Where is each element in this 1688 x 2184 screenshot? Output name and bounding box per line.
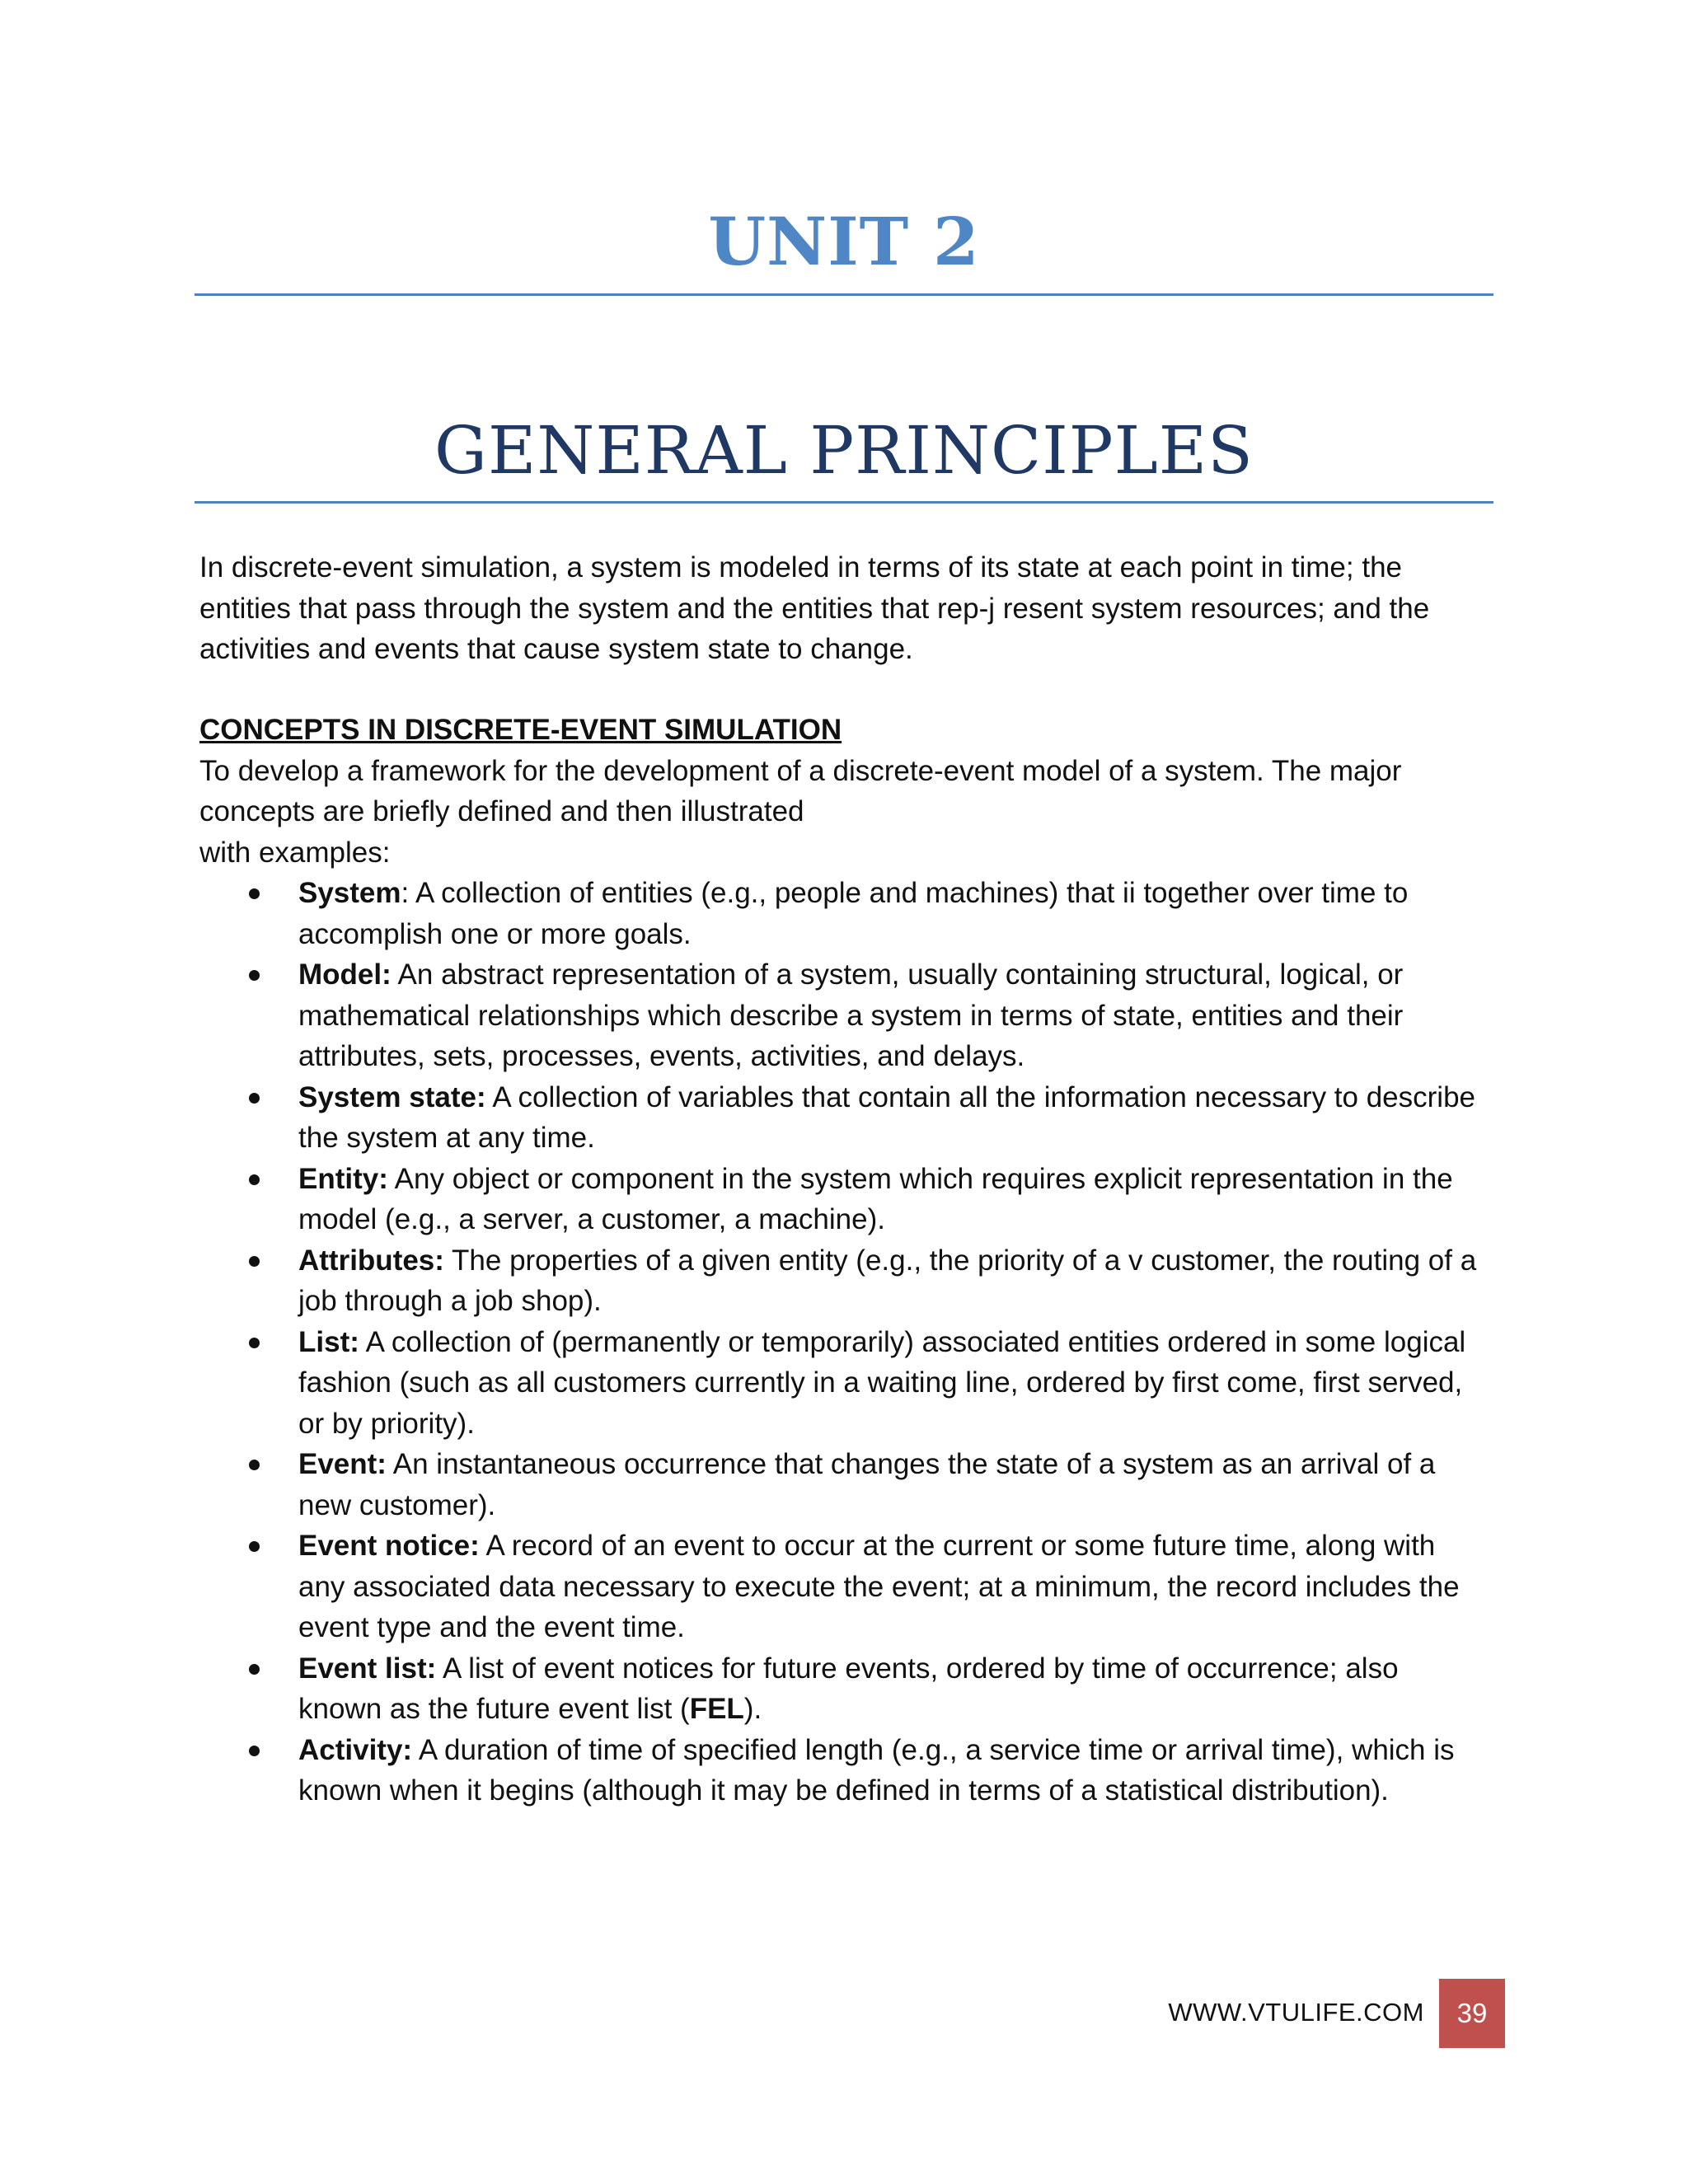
concept-term: List: [298,1325,359,1358]
list-item [199,1322,1485,1445]
list-item [199,1077,1485,1159]
section-intro: To develop a framework for the development of a discrete-event model of a system. The major concepts are briefly defined and then illustrated [199,754,1402,827]
bullet-icon [249,1338,260,1348]
list-item [199,1444,1485,1526]
concepts-section [199,710,1485,1811]
concept-definition-end: ). [743,1693,762,1725]
list-item [199,1648,1485,1730]
intro-paragraph: In discrete-event simulation, a system is modeled in terms of its state at each point in time; the entities that pass through the system and the entities that rep-j resent system resources; and the activities and events that cause system state to change. [199,551,1430,665]
chapter-title: GENERAL PRINCIPLES [434,412,1254,489]
section-intro-continued: with examples: [199,836,391,869]
list-item [199,873,1485,954]
unit-title: UNIT 2 [708,203,980,280]
bullet-icon [249,1746,260,1756]
list-item [199,1240,1485,1322]
concept-definition: A duration of time of specified length (e.g., a service time or arrival time), which is known when it begins (although it may be defined in terms of a statistical distribution). [298,1733,1455,1807]
list-item [199,954,1485,1077]
concept-term: Event: [298,1448,387,1480]
concept-definition: Any object or component in the system which requires explicit representation in the model (e.g., a server, a customer, a machine). [298,1162,1453,1235]
concept-definition: A record of an event to occur at the current or some future time, along with any associated data necessary to execute the event; at a minimum, the record includes the event type and the event time. [298,1530,1460,1643]
bullet-icon [249,1093,260,1104]
concept-definition: : A collection of entities (e.g., people and machines) that ii together over time to accomplish one or more goals. [298,877,1409,950]
concept-list [199,873,1485,1811]
bullet-icon [249,1541,260,1552]
concept-definition: A collection of variables that contain all the information necessary to describe the system at any time. [298,1080,1475,1154]
title-divider [195,293,1493,296]
list-item [199,1526,1485,1648]
list-item [199,1730,1485,1811]
bullet-icon [249,1664,260,1675]
bullet-icon [249,888,260,899]
fel-abbreviation: FEL [689,1693,744,1725]
concept-term: Event notice: [298,1530,480,1562]
bullet-icon [249,1174,260,1185]
footer-website: WWW.VTULIFE.COM [1168,1998,1424,2027]
bullet-icon [249,1460,260,1470]
concept-term: System state: [298,1080,486,1113]
concept-term: Attributes: [298,1244,444,1277]
concept-definition: A list of event notices for future events, ordered by time of occurrence; also known as the future event list ( [298,1652,1399,1725]
bullet-icon [249,970,260,981]
list-item [199,1159,1485,1240]
page-number-badge: 39 [1439,1979,1505,2048]
concept-term: Activity: [298,1733,413,1766]
concept-term: Model: [298,958,392,991]
bullet-icon [249,1256,260,1267]
concept-definition: A collection of (permanently or temporarily) associated entities ordered in some logical fashion (such as all customers currently in a waiting line, ordered by first come, first served, or by priority). [298,1325,1466,1440]
concept-term: System [298,877,401,909]
chapter-divider [195,501,1493,504]
section-heading: CONCEPTS IN DISCRETE-EVENT SIMULATION [199,714,842,746]
concept-term: Entity: [298,1162,388,1195]
concept-definition: An instantaneous occurrence that changes the state of a system as an arrival of a new customer). [298,1448,1436,1521]
concept-definition: An abstract representation of a system, usually containing structural, logical, or mathematical relationships which describe a system in terms of state, entities and their attributes, sets, processes, events, activities, and delays. [298,958,1404,1072]
concept-term: Event list: [298,1652,437,1685]
concept-definition: The properties of a given entity (e.g., the priority of a v customer, the routing of a job through a job shop). [298,1244,1477,1317]
